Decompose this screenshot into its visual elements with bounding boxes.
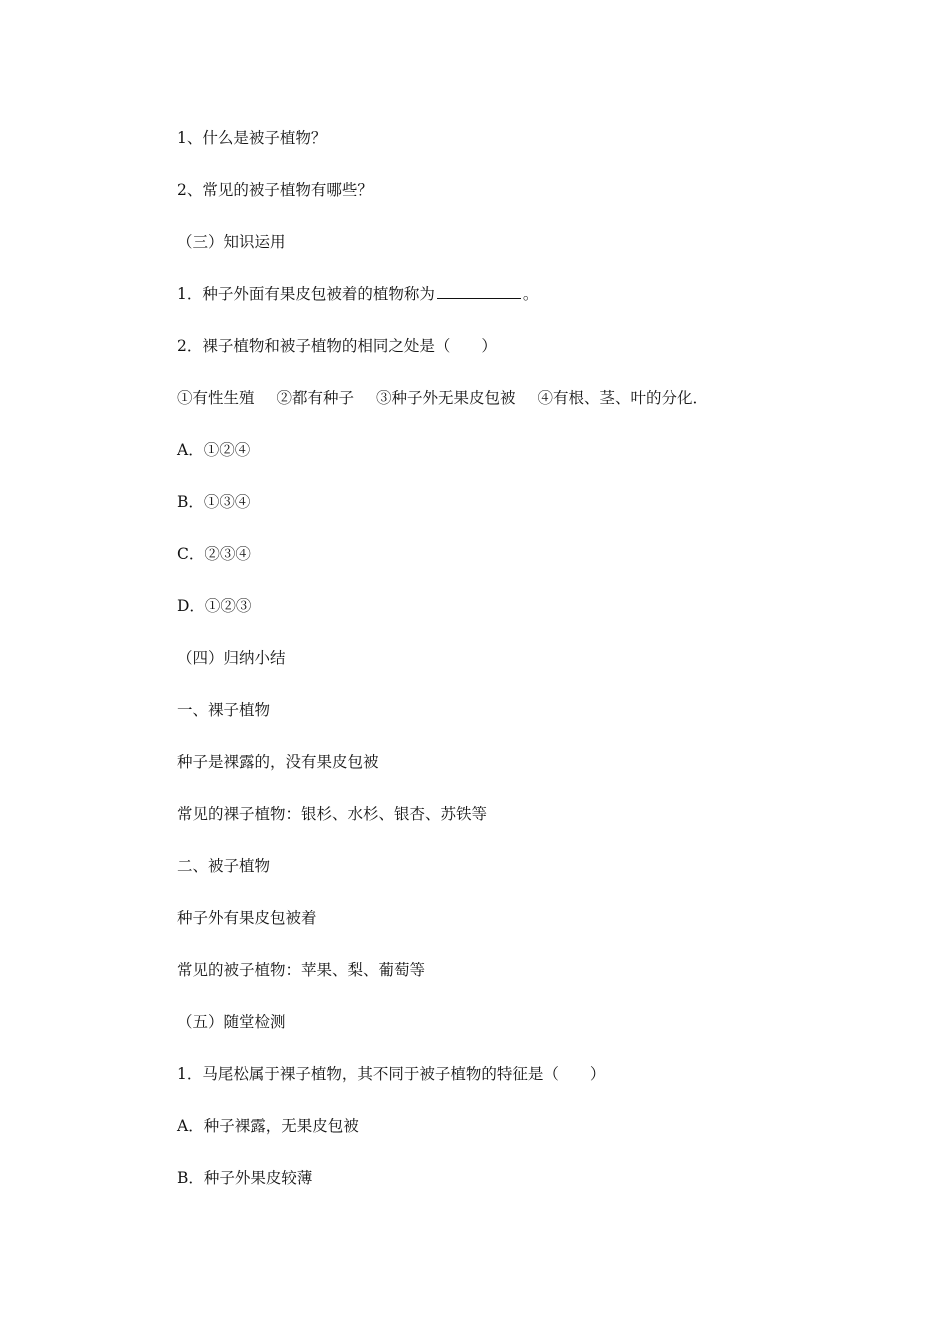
option-b: B．①③④ bbox=[177, 493, 251, 511]
statement-1: ①有性生殖 bbox=[177, 389, 255, 407]
section-heading-class-test: （五）随堂检测 bbox=[177, 1013, 286, 1031]
statement-4: ④有根、茎、叶的分化． bbox=[537, 389, 709, 407]
fill-in-question-text: 1．种子外面有果皮包被着的植物称为 bbox=[177, 285, 435, 303]
choice-question-common-features: 2．裸子植物和被子植物的相同之处是（ ） bbox=[177, 337, 497, 355]
test-question-1: 1．马尾松属于裸子植物，其不同于被子植物的特征是（ ） bbox=[177, 1065, 606, 1083]
question-what-is-angiosperm: 1、什么是被子植物？ bbox=[177, 129, 327, 147]
option-a: A．①②④ bbox=[177, 441, 251, 459]
summary-gymnosperm-heading: 一、裸子植物 bbox=[177, 701, 271, 719]
option-d: D．①②③ bbox=[177, 597, 252, 615]
summary-gymnosperm-examples: 常见的裸子植物：银杉、水杉、银杏、苏铁等 bbox=[177, 805, 488, 823]
statement-2: ②都有种子 bbox=[276, 389, 355, 407]
statement-options-line bbox=[177, 372, 877, 424]
summary-angiosperm-feature: 种子外有果皮包被着 bbox=[177, 909, 317, 927]
fill-in-question bbox=[177, 268, 877, 320]
test-option-a: A．种子裸露，无果皮包被 bbox=[177, 1117, 359, 1135]
section-heading-summary: （四）归纳小结 bbox=[177, 649, 286, 667]
summary-gymnosperm-feature: 种子是裸露的，没有果皮包被 bbox=[177, 753, 379, 771]
answer-blank[interactable] bbox=[437, 284, 521, 299]
test-option-b: B．种子外果皮较薄 bbox=[177, 1169, 313, 1187]
question-common-angiosperms: 2、常见的被子植物有哪些？ bbox=[177, 181, 373, 199]
fill-in-question-suffix: 。 bbox=[522, 285, 539, 303]
summary-angiosperm-examples: 常见的被子植物：苹果、梨、葡萄等 bbox=[177, 961, 426, 979]
option-c: C．②③④ bbox=[177, 545, 251, 563]
section-heading-knowledge-application: （三）知识运用 bbox=[177, 233, 286, 251]
statement-3: ③种子外无果皮包被 bbox=[376, 389, 516, 407]
summary-angiosperm-heading: 二、被子植物 bbox=[177, 857, 271, 875]
document-page bbox=[177, 112, 877, 1204]
